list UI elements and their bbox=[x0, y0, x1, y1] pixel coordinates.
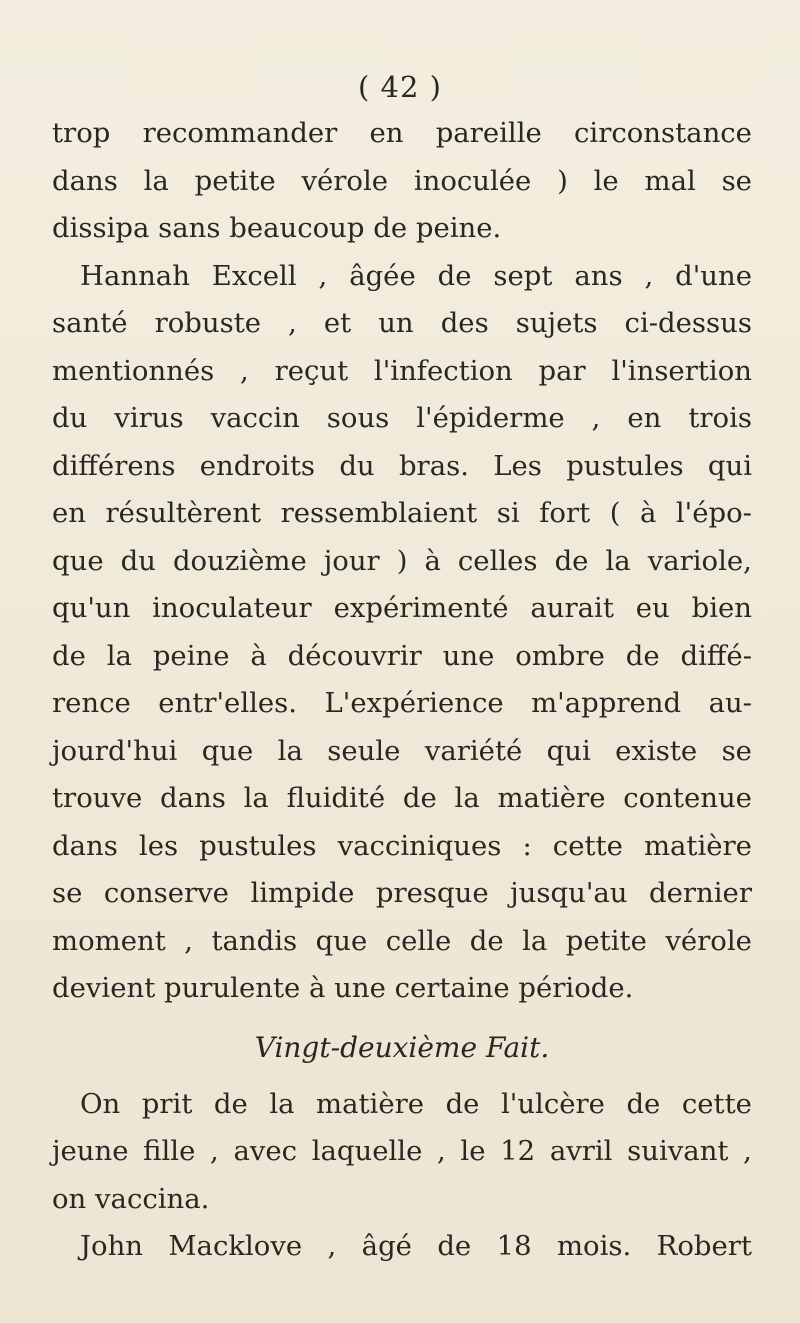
text-line: trouve dans la fluidité de la matière contenue bbox=[52, 782, 752, 814]
paragraph-4 bbox=[52, 1223, 752, 1271]
text-line: moment , tandis que celle de la petite vérole bbox=[52, 924, 752, 957]
text-line: jeune fille , avec laquelle , le 12 avril suivant , bbox=[52, 1135, 752, 1167]
text-line: Hannah Excell , âgée de sept ans , d'une bbox=[80, 259, 752, 292]
text-line: différens endroits du bras. Les pustules qui bbox=[52, 449, 752, 482]
text-line: dans la petite vérole inoculée ) le mal se bbox=[52, 164, 752, 197]
text-line: mentionnés , reçut l'infection par l'insertion bbox=[52, 354, 752, 387]
paragraph-2 bbox=[52, 253, 752, 1013]
text-line: que du douzième jour ) à celles de la variole, bbox=[52, 544, 752, 577]
text-line: John Macklove , âgé de 18 mois. Robert bbox=[80, 1230, 752, 1262]
text-line: se conserve limpide presque jusqu'au dernier bbox=[52, 877, 752, 909]
text-line: en résultèrent ressemblaient si fort ( à l'épo- bbox=[52, 497, 752, 529]
text-line: On prit de la matière de l'ulcère de cette bbox=[80, 1087, 752, 1120]
page-number: ( 42 ) bbox=[358, 70, 442, 104]
text-line: on vaccina. bbox=[52, 1182, 210, 1215]
text-line: santé robuste , et un des sujets ci-dessus bbox=[52, 307, 752, 339]
paragraph-1 bbox=[52, 110, 752, 253]
paragraph-3 bbox=[52, 1081, 752, 1224]
text-body bbox=[52, 110, 752, 1271]
text-line: jourd'hui que la seule variété qui existe se bbox=[52, 734, 752, 767]
text-line: trop recommander en pareille circonstance bbox=[52, 117, 752, 149]
text-line: devient purulente à une certaine période. bbox=[52, 972, 634, 1004]
text-line: de la peine à découvrir une ombre de diffé- bbox=[52, 639, 752, 672]
section-heading: Vingt-deuxième Fait. bbox=[254, 1030, 550, 1064]
text-line: dans les pustules vacciniques : cette matière bbox=[52, 829, 752, 862]
text-line: qu'un inoculateur expérimenté aurait eu bien bbox=[52, 592, 752, 624]
text-line: rence entr'elles. L'expérience m'apprend au- bbox=[52, 687, 752, 719]
text-line: du virus vaccin sous l'épiderme , en trois bbox=[52, 402, 752, 434]
text-line: dissipa sans beaucoup de peine. bbox=[52, 212, 502, 244]
